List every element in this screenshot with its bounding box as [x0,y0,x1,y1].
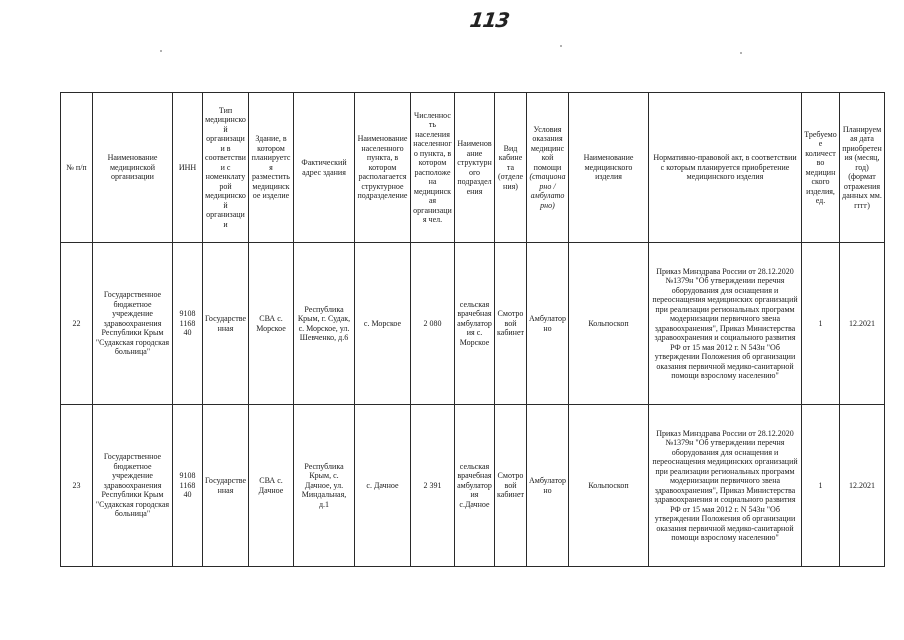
cell-type: Государственная [203,405,249,567]
cell-type: Государственная [203,243,249,405]
cell-unit: сельская врачебная амбулатория с. Морское [455,243,495,405]
scan-speck [560,45,562,47]
header-unit: Наименование структурного подразделения [455,93,495,243]
header-type: Тип медицинской организации в соответствии с номенклатурой медицинской организации [203,93,249,243]
header-org: Наименование медицинской организации [93,93,173,243]
cell-date: 12.2021 [840,405,885,567]
cell-org: Государственное бюджетное учреждение здравоохранения Республики Крым "Судакская городская больница" [93,405,173,567]
scan-speck [740,52,742,54]
header-num: № п/п [61,93,93,243]
cell-org: Государственное бюджетное учреждение здравоохранения Республики Крым "Судакская городская больница" [93,243,173,405]
cell-act: Приказ Минздрава России от 28.12.2020 №1379н "Об утверждении перечня оборудования для оснащения и переоснащения медицинских организаций при реализации региональных программ модернизации первичного звена здравоохранения", Приказ Министерства здравоохранения и социального развития РФ от 15 мая 2012 г. N 543н "Об утверждении Положения об организации оказания первичной медико-санитарной помощи взрослому населению" [649,243,802,405]
cell-population: 2 391 [411,405,455,567]
header-conditions [527,93,569,243]
cell-conditions: Амбулаторно [527,405,569,567]
cell-address: Республика Крым, г. Судак, с. Морское, ул. Шевченко, д.6 [294,243,355,405]
equipment-table [60,92,885,567]
cell-act: Приказ Минздрава России от 28.12.2020 №1379н "Об утверждении перечня оборудования для оснащения и переоснащения медицинских организаций при реализации региональных программ модернизации первичного звена здравоохранения", Приказ Министерства здравоохранения и социального развития РФ от 15 мая 2012 г. N 543н "Об утверждении Положения об организации оказания первичной медико-санитарной помощи взрослому населению" [649,405,802,567]
cell-num: 23 [61,405,93,567]
table-row [61,243,885,405]
header-population: Численность населения населенного пункта, в котором расположена медицинская организация чел. [411,93,455,243]
header-act: Нормативно-правовой акт, в соответствии с которым планируется приобретение медицинского изделия [649,93,802,243]
header-device: Наименование медицинского изделия [569,93,649,243]
cell-building: СВА с. Дачное [249,405,294,567]
cell-date: 12.2021 [840,243,885,405]
cell-unit: сельская врачебная амбулатория с.Дачное [455,405,495,567]
header-address: Фактический адрес здания [294,93,355,243]
header-inn: ИНН [173,93,203,243]
header-conditions-italic: (стационарно / амбулаторно) [529,172,566,210]
cell-population: 2 080 [411,243,455,405]
table-header-row [61,93,885,243]
page-number: 113 [468,8,511,32]
cell-conditions: Амбулаторно [527,243,569,405]
cell-quantity: 1 [802,243,840,405]
cell-building: СВА с. Морское [249,243,294,405]
cell-inn: 9108 1168 40 [173,243,203,405]
cell-inn: 9108 1168 40 [173,405,203,567]
header-conditions-label: Условия оказания медицинской помощи [530,124,565,172]
cell-cabinet: Смотровой кабинет [495,405,527,567]
cell-quantity: 1 [802,405,840,567]
cell-address: Республика Крым, с. Дачное, ул. Миндальная, д.1 [294,405,355,567]
cell-settlement: с. Дачное [355,405,411,567]
header-building: Здание, в котором планируется разместить медицинское изделие [249,93,294,243]
header-date: Планируемая дата приобретения (месяц, год) (формат отражения данных мм. гггг) [840,93,885,243]
cell-device: Кольпоскоп [569,405,649,567]
cell-settlement: с. Морское [355,243,411,405]
cell-device: Кольпоскоп [569,243,649,405]
header-quantity: Требуемое количество медицинского изделия, ед. [802,93,840,243]
header-cabinet: Вид кабинета (отделения) [495,93,527,243]
cell-num: 22 [61,243,93,405]
table-row [61,405,885,567]
header-settlement: Наименование населенного пункта, в котором располагается структурное подразделение [355,93,411,243]
scan-speck [160,50,162,52]
cell-cabinet: Смотровой кабинет [495,243,527,405]
